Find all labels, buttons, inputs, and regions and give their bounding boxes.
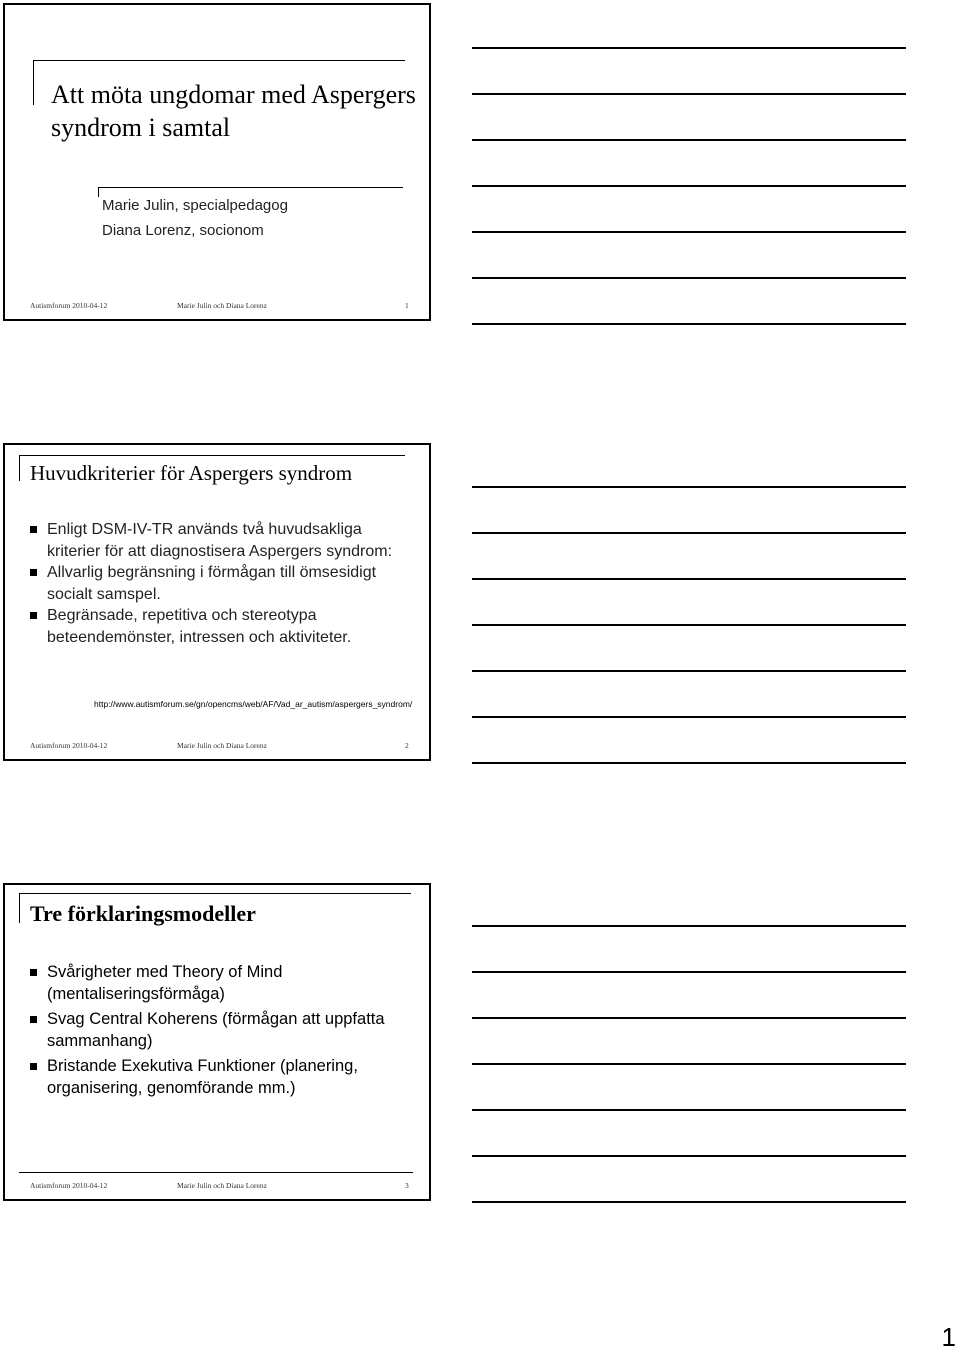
slide-number: 1 bbox=[405, 301, 409, 310]
subtitle-line: Marie Julin, specialpedagog bbox=[102, 197, 288, 214]
bullet-item bbox=[29, 962, 414, 1005]
footer-authors: Marie Julin och Diana Lorenz bbox=[177, 1181, 267, 1190]
square-bullet-icon bbox=[30, 1016, 37, 1023]
square-bullet-icon bbox=[30, 1063, 37, 1070]
slide-3 bbox=[3, 883, 431, 1201]
title-rule-left bbox=[19, 455, 20, 481]
title-rule-left bbox=[33, 60, 34, 105]
bullet-text: Allvarlig begränsning i förmågan till ömsesidigt socialt samspel. bbox=[47, 564, 377, 603]
title-rule-left bbox=[19, 893, 20, 923]
slide-1 bbox=[3, 3, 431, 321]
bullet-item bbox=[29, 562, 409, 605]
bullet-item bbox=[29, 605, 409, 648]
slide-title: Att möta ungdomar med Aspergers syndrom i samtal bbox=[51, 80, 416, 142]
bullet-text: Enligt DSM-IV-TR används två huvudsakliga kriterier för att diagnostisera Aspergers syndrom: bbox=[47, 521, 393, 560]
notes-line bbox=[472, 93, 906, 95]
subtitle bbox=[102, 193, 288, 243]
subtitle-rule-left bbox=[98, 187, 99, 197]
bullet-item bbox=[29, 1056, 414, 1099]
notes-line bbox=[472, 578, 906, 580]
slide-footer bbox=[5, 301, 429, 313]
bullet-text: Bristande Exekutiva Funktioner (planering, organisering, genomförande mm.) bbox=[47, 1057, 358, 1097]
square-bullet-icon bbox=[30, 526, 37, 533]
subtitle-rule bbox=[98, 187, 403, 188]
slide-footer bbox=[5, 741, 429, 753]
notes-line bbox=[472, 925, 906, 927]
notes-line bbox=[472, 1155, 906, 1157]
slide-number: 3 bbox=[405, 1181, 409, 1190]
notes-line bbox=[472, 185, 906, 187]
footer-authors: Marie Julin och Diana Lorenz bbox=[177, 741, 267, 750]
slide-footer bbox=[5, 1181, 429, 1193]
square-bullet-icon bbox=[30, 569, 37, 576]
square-bullet-icon bbox=[30, 612, 37, 619]
source-link[interactable]: http://www.autismforum.se/gn/opencms/web/AF/Vad_ar_autism/aspergers_syndrom/ bbox=[94, 699, 413, 709]
footer-authors: Marie Julin och Diana Lorenz bbox=[177, 301, 267, 310]
notes-line bbox=[472, 532, 906, 534]
slide-number: 2 bbox=[405, 741, 409, 750]
title-rule bbox=[19, 455, 405, 456]
notes-line bbox=[472, 323, 906, 325]
slide-title: Tre förklaringsmodeller bbox=[30, 901, 256, 926]
notes-line bbox=[472, 139, 906, 141]
bullet-item bbox=[29, 1009, 414, 1052]
notes-line bbox=[472, 1109, 906, 1111]
footer-event: Autismforum 2010-04-12 bbox=[30, 741, 108, 750]
notes-line bbox=[472, 1201, 906, 1203]
notes-line bbox=[472, 486, 906, 488]
footer-event: Autismforum 2010-04-12 bbox=[30, 301, 108, 310]
slide-2 bbox=[3, 443, 431, 761]
bullet-text: Svag Central Koherens (förmågan att uppfatta sammanhang) bbox=[47, 1010, 385, 1050]
square-bullet-icon bbox=[30, 969, 37, 976]
notes-line bbox=[472, 762, 906, 764]
footer-event: Autismforum 2010-04-12 bbox=[30, 1181, 108, 1190]
bullet-list bbox=[29, 519, 409, 648]
notes-line bbox=[472, 231, 906, 233]
notes-line bbox=[472, 277, 906, 279]
notes-line bbox=[472, 1063, 906, 1065]
notes-line bbox=[472, 1017, 906, 1019]
notes-line bbox=[472, 716, 906, 718]
notes-line bbox=[472, 971, 906, 973]
bullet-list bbox=[29, 962, 414, 1103]
notes-line bbox=[472, 47, 906, 49]
page-number: 1 bbox=[941, 1322, 956, 1352]
subtitle-line: Diana Lorenz, socionom bbox=[102, 222, 264, 239]
title-rule bbox=[19, 893, 411, 894]
bullet-text: Svårigheter med Theory of Mind (mentaliseringsförmåga) bbox=[47, 963, 283, 1003]
slide-title: Huvudkriterier för Aspergers syndrom bbox=[30, 461, 353, 485]
bullet-item bbox=[29, 519, 409, 562]
footer-rule bbox=[19, 1172, 413, 1173]
bullet-text: Begränsade, repetitiva och stereotypa beteendemönster, intressen och aktiviteter. bbox=[47, 607, 352, 646]
notes-line bbox=[472, 624, 906, 626]
title-rule bbox=[33, 60, 405, 61]
notes-line bbox=[472, 670, 906, 672]
